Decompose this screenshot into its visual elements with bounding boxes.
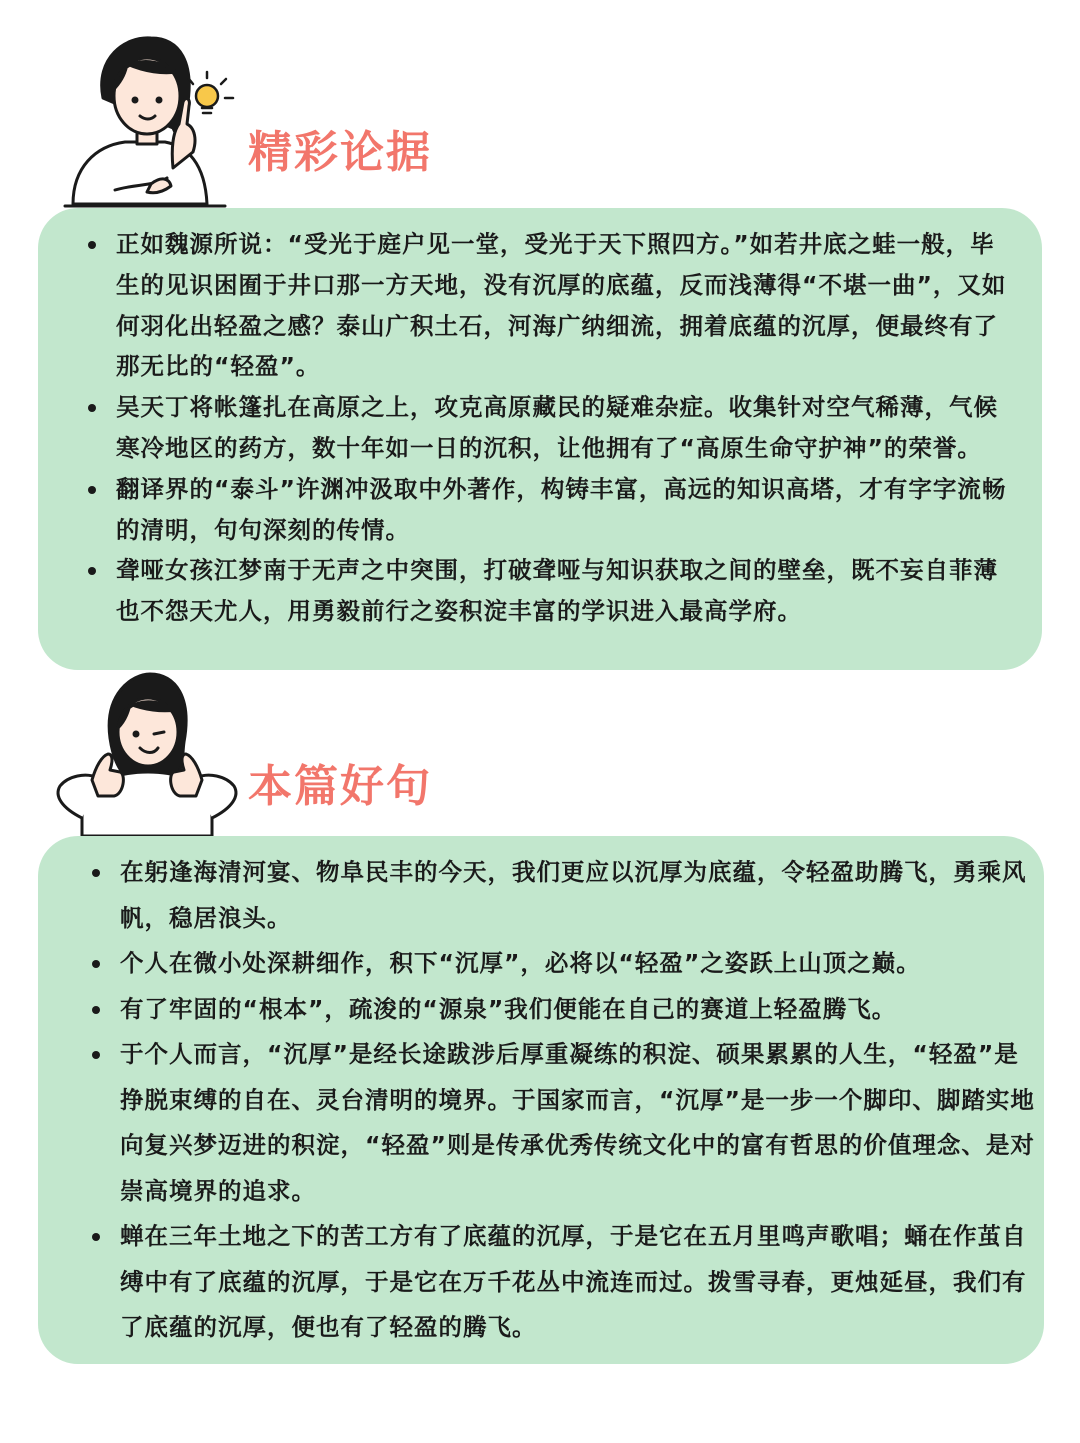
list-item: 于个人而言，“沉厚”是经长途跋涉后厚重凝练的积淀、硕果累累的人生，“轻盈”是挣脱束缚的自在、灵台清明的境界。于国家而言，“沉厚”是一步一个脚印、脚踏实地向复兴梦迈进的积淀，“轻盈”则是传承优秀传统文化中的富有哲思的价值理念、是对崇高境界的追求。	[80, 1032, 1036, 1214]
section-heading-sentences: 本篇好句	[248, 761, 432, 812]
section-heading-arguments: 精彩论据	[248, 127, 432, 178]
arguments-list	[76, 224, 1018, 632]
bullet-icon	[88, 567, 96, 575]
sentences-card	[38, 836, 1044, 1364]
bullet-icon	[92, 869, 100, 877]
girl-thumbs-up-illustration	[52, 668, 242, 840]
bullet-icon	[92, 1233, 100, 1241]
list-item: 蝉在三年土地之下的苦工方有了底蕴的沉厚，于是它在五月里鸣声歌唱；蛹在作茧自缚中有了底蕴的沉厚，于是它在万千花丛中流连而过。拨雪寻春，更烛延昼，我们有了底蕴的沉厚，便也有了轻盈的腾飞。	[80, 1214, 1036, 1351]
bullet-icon	[92, 1051, 100, 1059]
list-item: 翻译界的“泰斗”许渊冲汲取中外著作，构铸丰富，高远的知识高塔，才有字字流畅的清明，句句深刻的传情。	[76, 469, 1018, 551]
bullet-icon	[92, 960, 100, 968]
list-item: 在躬逢海清河宴、物阜民丰的今天，我们更应以沉厚为底蕴，令轻盈助腾飞，勇乘风帆，稳居浪头。	[80, 850, 1036, 941]
list-item: 个人在微小处深耕细作，积下“沉厚”，必将以“轻盈”之姿跃上山顶之巅。	[80, 941, 1036, 987]
girl-idea-illustration	[55, 28, 245, 210]
bullet-icon	[88, 486, 96, 494]
list-item: 吴天丁将帐篷扎在高原之上，攻克高原藏民的疑难杂症。收集针对空气稀薄，气候寒冷地区的药方，数十年如一日的沉积，让他拥有了“高原生命守护神”的荣誉。	[76, 387, 1018, 469]
bullet-icon	[88, 241, 96, 249]
list-item: 有了牢固的“根本”，疏浚的“源泉”我们便能在自己的赛道上轻盈腾飞。	[80, 987, 1036, 1033]
list-item: 正如魏源所说：“受光于庭户见一堂，受光于天下照四方。”如若井底之蛙一般，毕生的见识困囿于井口那一方天地，没有沉厚的底蕴，反而浅薄得“不堪一曲”，又如何羽化出轻盈之感？泰山广积土石，河海广纳细流，拥着底蕴的沉厚，便最终有了那无比的“轻盈”。	[76, 224, 1018, 387]
list-item: 聋哑女孩江梦南于无声之中突围，打破聋哑与知识获取之间的壁垒，既不妄自菲薄也不怨天尤人，用勇毅前行之姿积淀丰富的学识进入最高学府。	[76, 550, 1018, 632]
bullet-icon	[92, 1006, 100, 1014]
arguments-card	[38, 208, 1042, 670]
sentences-list	[80, 850, 1036, 1351]
bullet-icon	[88, 404, 96, 412]
